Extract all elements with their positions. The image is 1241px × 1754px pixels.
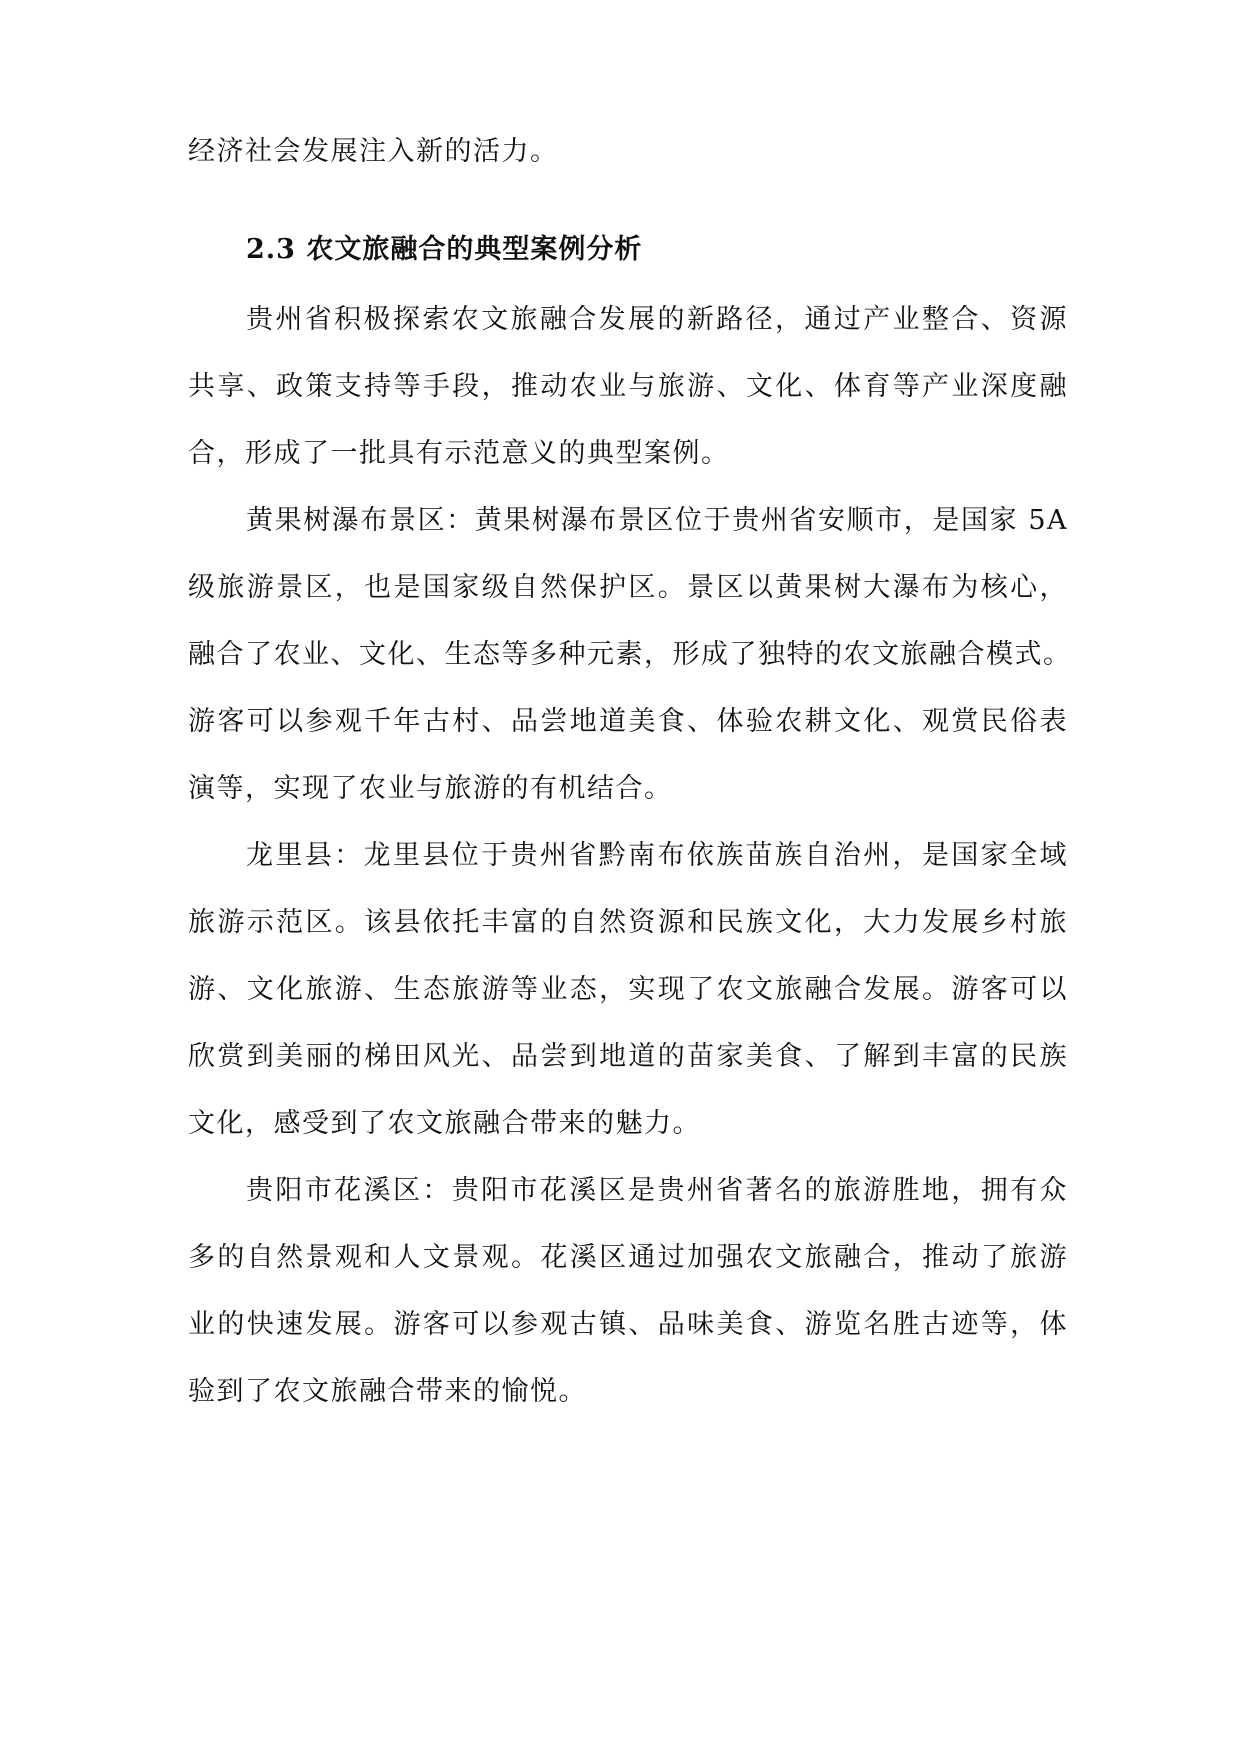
paragraph-3-line-1: 龙里县：龙里县位于贵州省黔南布依族苗族自治州，是国家全域	[246, 840, 1068, 871]
paragraph-4-line-3: 业的快速发展。游客可以参观古镇、品味美食、游览名胜古迹等，体	[188, 1309, 1068, 1340]
section-heading: 2.3 农文旅融合的典型案例分析	[246, 234, 643, 265]
paragraph-4-line-2: 多的自然景观和人文景观。花溪区通过加强农文旅融合，推动了旅游	[188, 1242, 1068, 1273]
paragraph-1-line-2: 共享、政策支持等手段，推动农业与旅游、文化、体育等产业深度融	[188, 371, 1068, 402]
paragraph-2-line-5: 演等，实现了农业与旅游的有机结合。	[188, 773, 673, 804]
paragraph-3-line-5: 文化，感受到了农文旅融合带来的魅力。	[188, 1108, 701, 1139]
paragraph-3-line-3: 游、文化旅游、生态旅游等业态，实现了农文旅融合发展。游客可以	[188, 974, 1068, 1005]
paragraph-2-line-3: 融合了农业、文化、生态等多种元素，形成了独特的农文旅融合模式。	[188, 639, 1072, 670]
paragraph-1-line-1: 贵州省积极探索农文旅融合发展的新路径，通过产业整合、资源	[246, 304, 1068, 335]
paragraph-2-line-4: 游客可以参观千年古村、品尝地道美食、体验农耕文化、观赏民俗表	[188, 706, 1068, 737]
paragraph-4-line-1: 贵阳市花溪区：贵阳市花溪区是贵州省著名的旅游胜地，拥有众	[246, 1175, 1068, 1206]
paragraph-2-line-2: 级旅游景区，也是国家级自然保护区。景区以黄果树大瀑布为核心，	[188, 572, 1068, 603]
continuation-line: 经济社会发展注入新的活力。	[188, 136, 559, 167]
paragraph-4-line-4: 验到了农文旅融合带来的愉悦。	[188, 1376, 587, 1407]
paragraph-3-line-4: 欣赏到美丽的梯田风光、品尝到地道的苗家美食、了解到丰富的民族	[188, 1041, 1068, 1072]
paragraph-3-line-2: 旅游示范区。该县依托丰富的自然资源和民族文化，大力发展乡村旅	[188, 907, 1068, 938]
paragraph-1-line-3: 合，形成了一批具有示范意义的典型案例。	[188, 438, 730, 469]
paragraph-2-line-1: 黄果树瀑布景区：黄果树瀑布景区位于贵州省安顺市，是国家 5A	[246, 505, 1068, 536]
